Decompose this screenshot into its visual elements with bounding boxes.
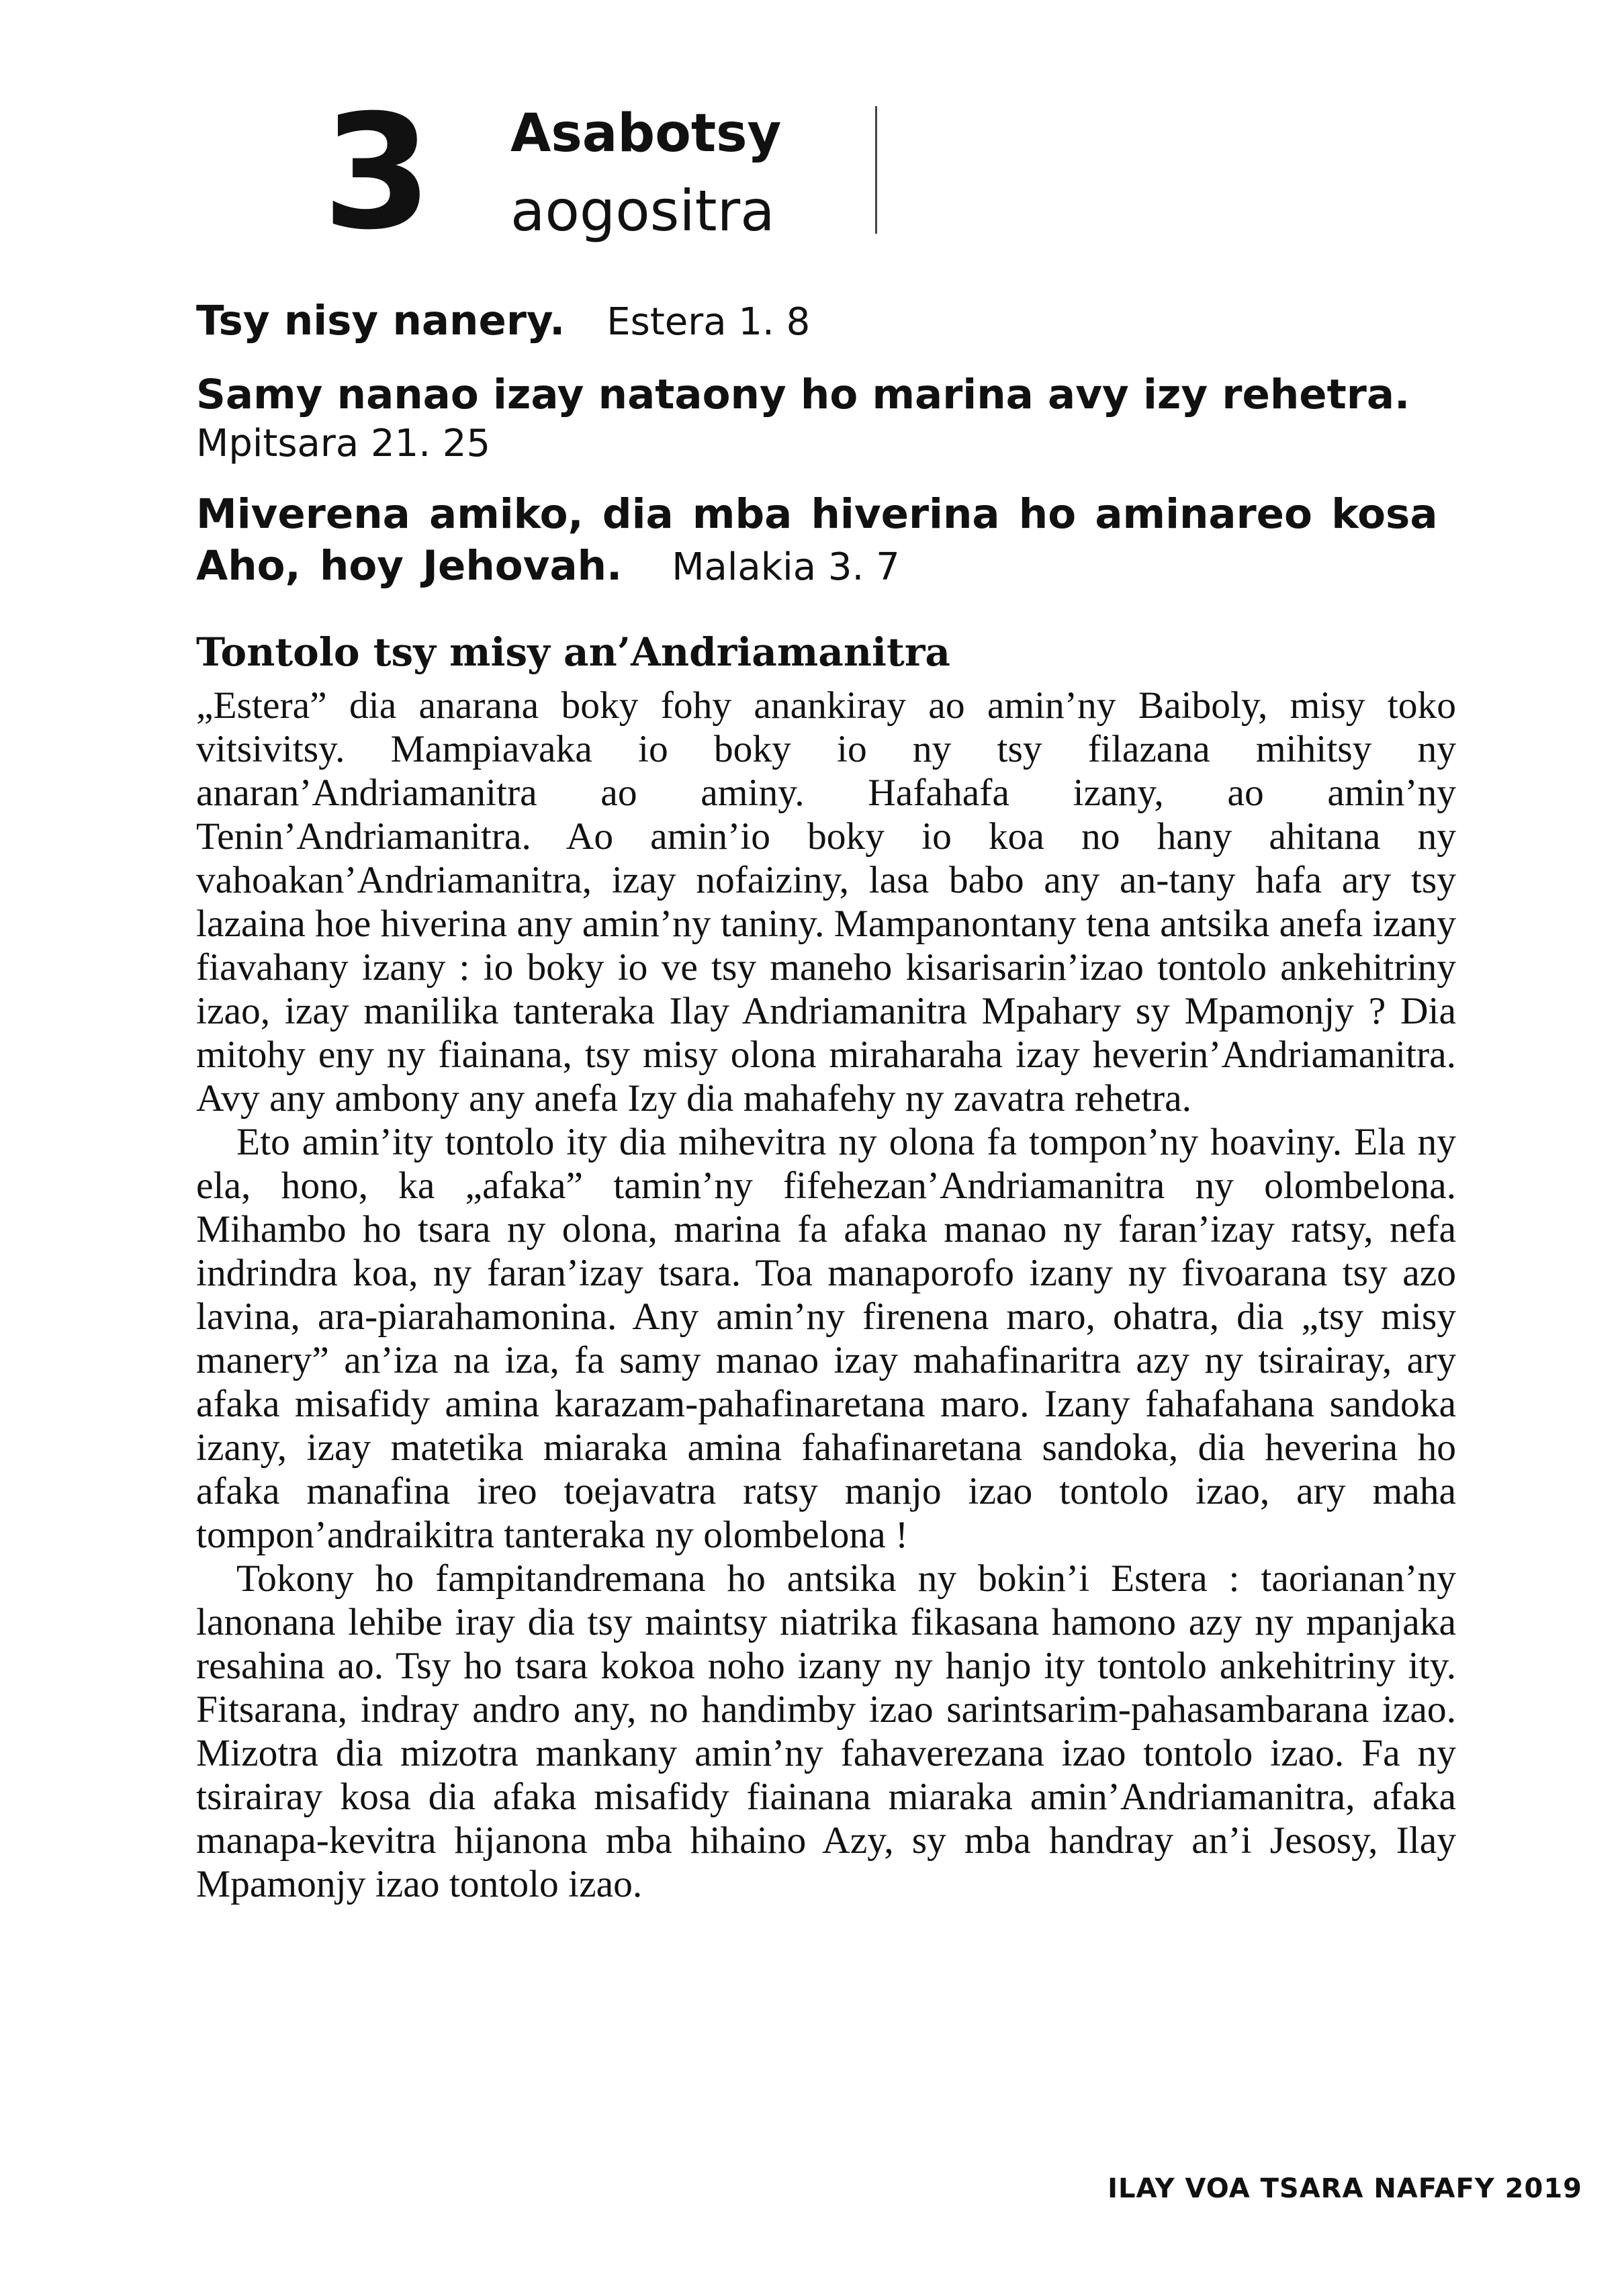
verse-text: Samy nanao izay nataony ho marina avy izy rehetra. — [196, 371, 1410, 418]
month: aogositra — [510, 178, 775, 244]
old-testament-verse — [196, 489, 1472, 592]
header-divider — [875, 106, 877, 234]
verse-text: Tsy nisy nanery. — [196, 297, 566, 345]
verse-reference: Malakia 3. 7 — [672, 545, 900, 589]
watchword-verse — [196, 295, 1472, 347]
publication-footer: ILAY VOA TSARA NAFAFY 2019 — [1108, 2173, 1582, 2204]
verse-reference: Estera 1. 8 — [606, 300, 811, 344]
weekday: Asabotsy — [510, 103, 782, 164]
devotional-body — [196, 684, 1456, 1906]
devotional-title: Tontolo tsy misy an’Andriamanitra — [196, 629, 950, 675]
verse-text: Miverena amiko, dia mba hiverina ho aminareo kosa Aho, hoy Jehovah. — [196, 490, 1438, 590]
devotional-paragraph: Eto amin’ity tontolo ity dia mihevitra ny olona fa tompon’ny hoaviny. Ela ny ela, hono, ka „afaka” tamin’ny fifehezan’Andriamanitra ny olombelona. Mihambo ho tsara ny olona, marina fa afaka manao ny faran’izay ratsy, nefa indrindra koa, ny faran’izay tsara. Toa manaporofo izany ny fivoarana tsy azo lavina, ara-piarahamonina. Any amin’ny firenena maro, ohatra, dia „tsy misy manery” an’iza na iza, fa samy manao izay mahafinaritra azy ny tsirairay, ary afaka misafidy amina karazam-pahafinaretana maro. Izany fahafahana sandoka izany, izay matetika miaraka amina fahafinaretana sandoka, dia heverina ho afaka manafina ireo toejavatra ratsy manjo izao tontolo izao, ary maha tompon’andraikitra tanteraka ny olombelona ! — [196, 1121, 1456, 1556]
verse-reference: Mpitsara 21. 25 — [196, 421, 491, 465]
doctrinal-verse — [196, 369, 1472, 466]
devotional-paragraph: „Estera” dia anarana boky fohy anankiray ao amin’ny Baiboly, misy toko vitsivitsy. Mampiavaka io boky io ny tsy filazana mihitsy ny anaran’Andriamanitra ao aminy. Hafahafa izany, ao amin’ny Tenin’Andriamanitra. Ao amin’io boky io koa no hany ahitana ny vahoakan’Andriamanitra, izay nofaiziny, lasa babo any an-tany hafa ary tsy lazaina hoe hiverina any amin’ny taniny. Mampanontany tena antsika anefa izany fiavahany izany : io boky io ve tsy maneho kisarisarin’izao tontolo ankehitriny izao, izay manilika tanteraka Ilay Andriamanitra Mpahary sy Mpamonjy ? Dia mitohy eny ny fiainana, tsy misy olona miraharaha izay heverin’Andriamanitra. Avy any ambony any anefa Izy dia mahafehy ny zavatra rehetra. — [196, 684, 1456, 1120]
devotional-paragraph: Tokony ho fampitandremana ho antsika ny bokin’i Estera : taorianan’ny lanonana lehibe iray dia tsy maintsy niatrika fikasana hamono azy ny mpanjaka resahina ao. Tsy ho tsara kokoa noho izany ny hanjo ity tontolo ankehitriny ity. Fitsarana, indray andro any, no handimby izao sarintsarim-pahasambarana izao. Mizotra dia mizotra mankany amin’ny fahaverezana izao tontolo izao. Fa ny tsirairay kosa dia afaka misafidy fiainana miaraka amin’Andriamanitra, afaka manapa-kevitra hijanona mba hihaino Azy, sy mba handray an’i Jesosy, Ilay Mpamonjy izao tontolo izao. — [196, 1557, 1456, 1905]
day-number: 3 — [322, 81, 428, 265]
